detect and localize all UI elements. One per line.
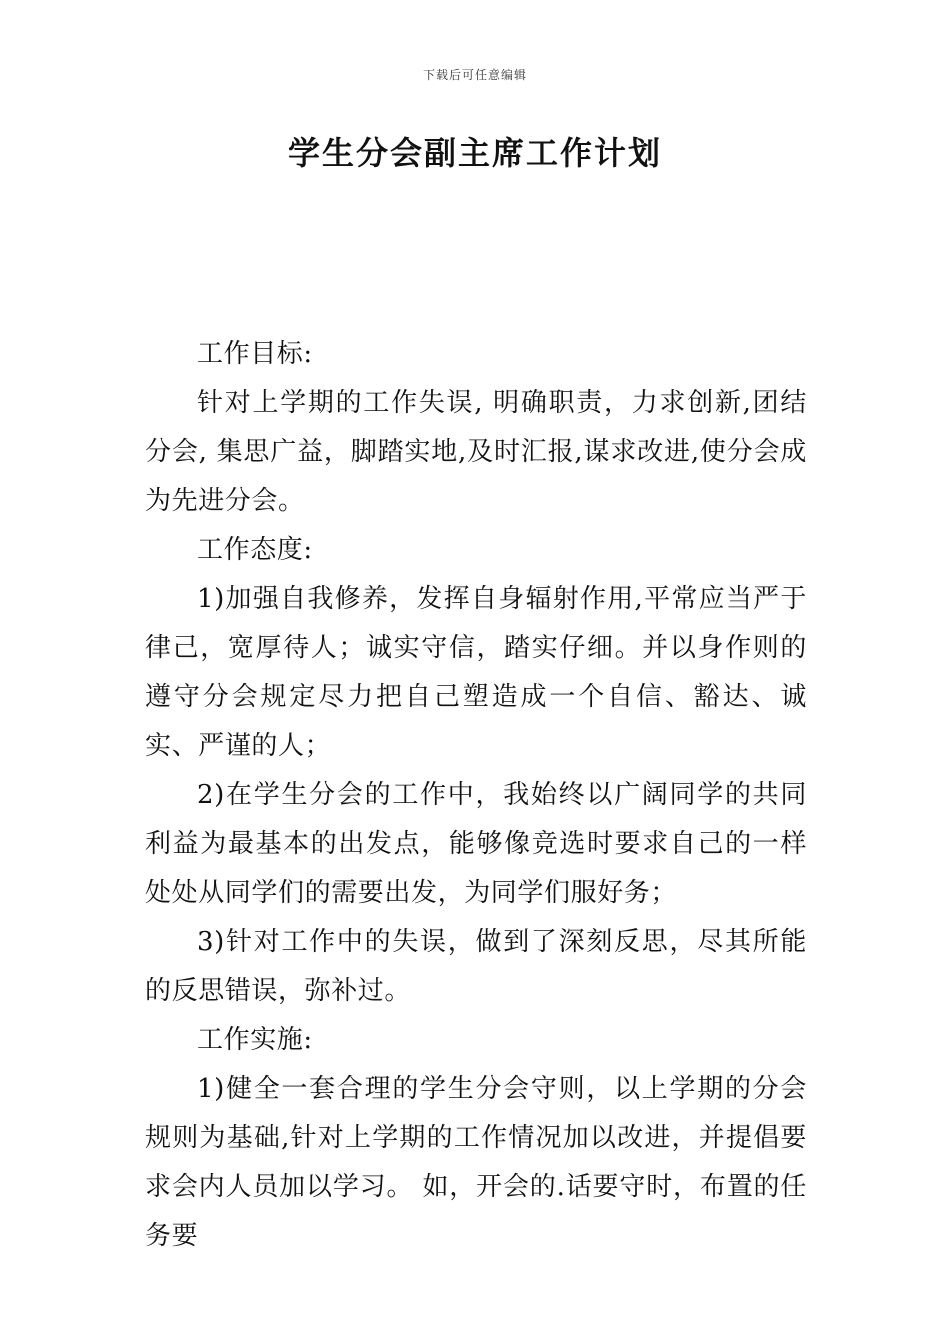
document-title: 学生分会副主席工作计划 — [287, 134, 662, 172]
paragraph-attitude-item-1: 1)加强自我修养，发挥自身辐射作用,平常应当严于律己，宽厚待人；诚实守信，踏实仔细。并以身作则的遵守分会规定尽力把自己塑造成一个自信、豁达、诚实、严谨的人； — [145, 584, 807, 761]
paragraph-implementation-heading: 工作实施: — [197, 1025, 313, 1055]
paragraph-goal-content: 针对上学期的工作失误, 明确职责，力求创新,团结分会, 集思广益，脚踏实地,及时汇报,谋求改进,使分会成为先进分会。 — [145, 388, 807, 516]
paragraph-attitude-item-3: 3)针对工作中的失误，做到了深刻反思，尽其所能的反思错误，弥补过。 — [145, 927, 807, 1006]
paragraph-attitude-heading: 工作态度: — [197, 535, 313, 565]
paragraph-attitude-item-2: 2)在学生分会的工作中，我始终以广阔同学的共同利益为最基本的出发点，能够像竞选时要求自己的一样处处从同学们的需要出发，为同学们服好务； — [145, 780, 807, 908]
header-note: 下载后可任意编辑 — [422, 68, 527, 82]
paragraph-goal-heading: 工作目标: — [197, 339, 313, 369]
document-body — [145, 330, 807, 1261]
paragraph-implementation-item-1: 1)健全一套合理的学生分会守则，以上学期的分会规则为基础,针对上学期的工作情况加以改进，并提倡要求会内人员加以学习。 如，开会的.话要守时，布置的任务要 — [145, 1074, 807, 1251]
